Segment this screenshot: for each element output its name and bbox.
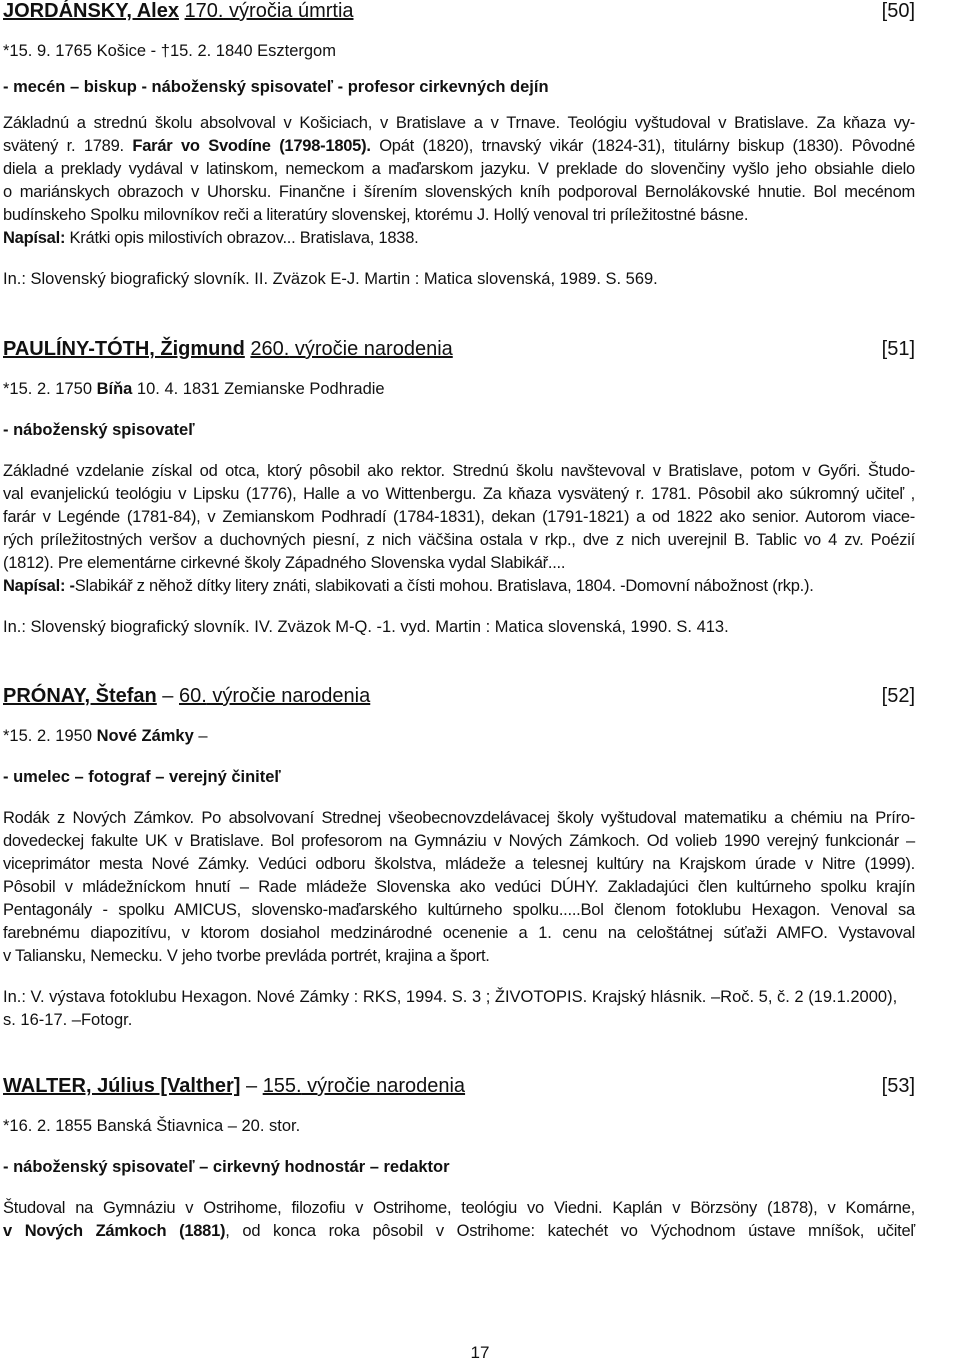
bio-line: Pôsobil v mládežníckom hnutí – Rade mládeže Slovenska ako vedúci DÚHY. Zakladajúci člen kultúrneho spolku krajín [3, 878, 915, 896]
entry-dates [3, 378, 915, 401]
entry-dates: *16. 2. 1855 Banská Štiavnica – 20. stor. [3, 1117, 301, 1135]
bio-line: diela a preklady vydával v latinskom, nemeckom a maďarskom jazyku. V preklade do slovenčiny vyšlo jeho obsiahle dielo [3, 160, 915, 178]
napisal-label: Napísal: [3, 229, 66, 247]
bio-line: Študoval na Gymnáziu v Ostrihome, filozofiu v Ostrihome, teológiu vo Viedni. Kaplán v Börzsöny (1878), v Komárne, [3, 1199, 915, 1217]
bio-text: Krátki opis milostivích obrazov... Bratislava, 1838. [65, 229, 419, 247]
bio-text: , od konca roka pôsobil v Ostrihome: katechét vo Východnom ústave mníšok, učiteľ [225, 1222, 915, 1240]
bio-line: viceprimátor mesta Nové Zámky. Vedúci odboru školstva, mládeže a telesnej kultúry na Krajskom úrade v Nitre (1999). [3, 855, 915, 873]
entry-name: WALTER, Július [Valther] [3, 1075, 241, 1097]
napisal-label: Napísal: - [3, 577, 75, 595]
date-separator: – [193, 727, 208, 745]
entry-heading [3, 0, 915, 34]
bio-text: Slabikář z něhož dítky litery znáti, slabikovati a čísti mohou. Bratislava, 1804. -Domovní nábožnost (rkp.). [74, 577, 814, 595]
bio-text: Opát (1820), trnavský vikár (1824-31), titulárny biskup (1830). Pôvodné [370, 137, 916, 155]
bio-line: Rodák z Nových Zámkov. Po absolvovaní Strednej všeobecnovzdelávacej školy vyštudoval matematiku a chémiu na Príro- [3, 809, 915, 827]
anniversary-number: 260. [250, 338, 290, 360]
page-number: 17 [470, 1343, 490, 1362]
bio-line [3, 135, 915, 158]
source-citation: In.: V. výstava fotoklubu Hexagon. Nové Zámky : RKS, 1994. S. 3 ; ŽIVOTOPIS. Krajský hlásnik. –Roč. 5, č. 2 (19.1.2000), [3, 988, 898, 1006]
birth-date: *15. 9. 1765 Košice - [3, 42, 161, 60]
entry-role: - náboženský spisovateľ – cirkevný hodnostár – redaktor [3, 1158, 450, 1176]
bio-line: Základnú a strednú školu absolvoval v Košiciach, v Bratislave a v Trnave. Teológiu vyštudoval v Bratislave. Za kňaza vy- [3, 114, 915, 132]
entry-heading [3, 685, 915, 719]
bio-line: v Taliansku, Nemecku. V jeho tvorbe prevláda portrét, krajina a šport. [3, 947, 490, 965]
entry-heading [3, 1075, 915, 1109]
birth-place: Nové Zámky [96, 727, 194, 745]
source-citation: In.: Slovenský biografický slovník. II. Zväzok E-J. Martin : Matica slovenská, 1989. S. 569. [3, 270, 658, 288]
entry-jordansky [3, 0, 915, 291]
bio-bold: Farár vo Svodíne (1798-1805). [132, 137, 371, 155]
bio-line [3, 1220, 915, 1243]
anniversary-label: výročia úmrtia [223, 0, 354, 22]
entry-pauliny-toth [3, 338, 915, 639]
entry-name: PRÓNAY, Štefan [3, 685, 157, 707]
bio-line [3, 575, 915, 598]
anniversary-label: výročie narodenia [206, 685, 371, 707]
entry-number: [52] [881, 685, 915, 707]
bio-text: svätený r. 1789. [3, 137, 133, 155]
heading-separator: – [240, 1075, 263, 1097]
bio-line: dovedeckej fakulte UK v Bratislave. Bol profesorom na Gymnáziu v Nových Zámkoch. Od volieb 1990 verejný funkcionár – [3, 832, 915, 850]
bio-line: Základné vzdelanie získal od otca, ktorý pôsobil ako rektor. Strednú školu navštevoval v Bratislave, potom v Győri. Študo- [3, 462, 915, 480]
bio-line: (1812). Pre elementárne cirkevné školy Západného Slovenska vydal Slabikář.... [3, 554, 566, 572]
bio-line [3, 227, 915, 250]
entry-name: JORDÁNSKY, Alex [3, 0, 179, 22]
entry-number: [50] [881, 0, 915, 22]
heading-separator: – [156, 685, 179, 707]
bio-line: budínskeho Spolku milovníkov reči a literatúry slovenskej, ktorému J. Hollý venoval tri príležitostné básne. [3, 206, 749, 224]
bio-line: val evanjelickú teológiu v Lipsku (1776), Halle a vo Wittenbergu. Za kňaza vysvätený r. 1781. Pôsobil ako súkromný učiteľ , [3, 485, 915, 503]
bio-line: o mariánskych obrazoch v Uhorsku. Finančne i šírením slovenských kníh podporoval Bernolákovské hnutie. Bol mecénom [3, 183, 915, 201]
entry-walter [3, 1075, 915, 1243]
anniversary-number: 155. [262, 1075, 302, 1097]
entry-heading [3, 338, 915, 372]
bio-line: farebnému diapozitívu, v ktorom dosiahol medzinárodné ocenenie a 1. cenu na celoštátnej súťaži AMFO. Vystavoval [3, 924, 915, 942]
entry-name: PAULÍNY-TÓTH, Žigmund [3, 338, 245, 360]
entry-role: - náboženský spisovateľ [3, 421, 195, 439]
birth-date: *15. 2. 1950 [3, 727, 97, 745]
bio-line: rých príležitostných veršov a duchovných piesní, z nich väčšina ostala v rkp., dve z nich uverejnil B. Tablic vo 4 zv. Poézií [3, 531, 915, 549]
anniversary-label: výročie narodenia [289, 338, 453, 360]
death-date: †15. 2. 1840 Esztergom [160, 42, 336, 60]
entry-dates [3, 40, 915, 63]
birth-place: Bíňa [96, 380, 133, 398]
bio-line: Pentagonály - spolku AMICUS, slovensko-maďarského kultúrneho spolku.....Bol členom fotoklubu Hexagon. Venoval sa [3, 901, 915, 919]
anniversary-number: 60. [179, 685, 207, 707]
death-date: 10. 4. 1831 Zemianske Podhradie [132, 380, 385, 398]
source-citation-cont: s. 16-17. –Fotogr. [3, 1011, 133, 1029]
entry-role: - umelec – fotograf – verejný činiteľ [3, 768, 281, 786]
entry-role: - mecén – biskup - náboženský spisovateľ - profesor cirkevných dejín [3, 78, 549, 96]
birth-date: *15. 2. 1750 [3, 380, 97, 398]
entry-number: [53] [881, 1075, 915, 1097]
source-citation: In.: Slovenský biografický slovník. IV. Zväzok M-Q. -1. vyd. Martin : Matica slovenská, 1990. S. 413. [3, 618, 729, 636]
document-page [3, 0, 915, 1243]
entry-number: [51] [881, 338, 915, 360]
entry-dates [3, 725, 915, 748]
entry-pronay [3, 685, 915, 1032]
anniversary-number: 170. [184, 0, 224, 22]
anniversary-label: výročie narodenia [301, 1075, 466, 1097]
bio-bold: v Nových Zámkoch (1881) [3, 1222, 226, 1240]
bio-line: farár v Legénde (1781-84), v Zemianskom Podhradí (1784-1831), dekan (1791-1821) a od 1822 ako senior. Autorom viace- [3, 508, 915, 526]
